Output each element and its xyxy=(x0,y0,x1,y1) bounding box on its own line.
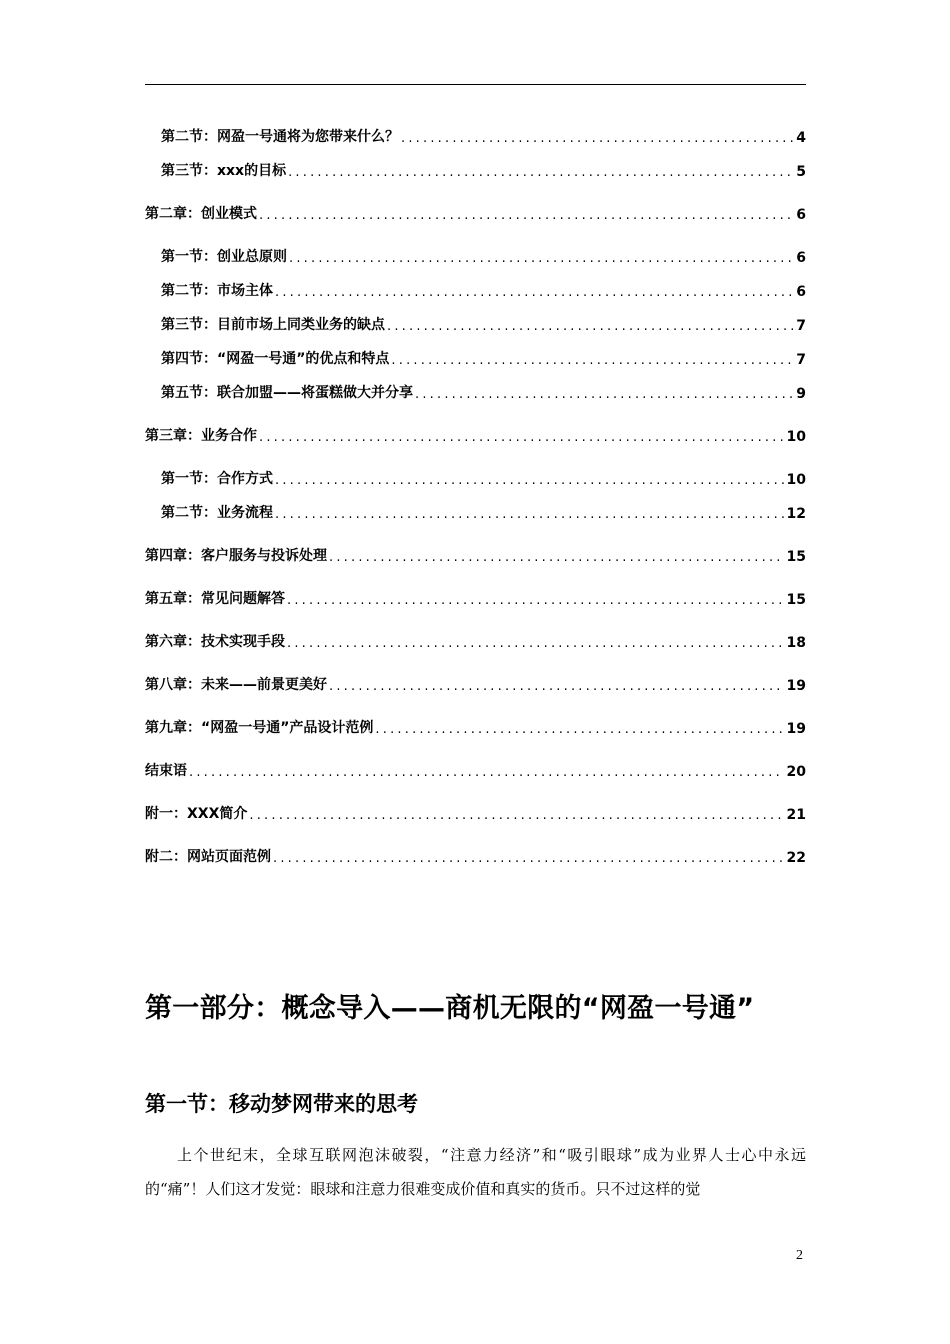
toc-entry-page: 7 xyxy=(796,352,806,368)
toc-entry-title: 第二章：创业模式 xyxy=(145,206,257,222)
toc-entry-page: 15 xyxy=(786,592,806,608)
toc-entry-title: 结束语 xyxy=(145,763,187,779)
toc-entry[interactable] xyxy=(161,380,806,402)
part-title: 第一部分：概念导入——商机无限的“网盈一号通” xyxy=(145,993,755,1024)
header-rule xyxy=(145,84,806,85)
toc-entry-page: 22 xyxy=(786,850,806,866)
toc-leader-dots xyxy=(329,550,784,565)
toc-entry-page: 6 xyxy=(796,284,806,300)
toc-entry-title: 附一：XXX简介 xyxy=(145,806,248,822)
toc-leader-dots xyxy=(189,765,784,780)
toc-entry-title: 第四节：“网盈一号通”的优点和特点 xyxy=(161,351,390,367)
toc-entry-title: 第三节：目前市场上同类业务的缺点 xyxy=(161,317,385,333)
toc-leader-dots xyxy=(288,165,793,180)
toc-entry-title: 第五章：常见问题解答 xyxy=(145,591,285,607)
toc-leader-dots xyxy=(287,636,784,651)
toc-entry-page: 9 xyxy=(796,386,806,402)
toc-entry[interactable] xyxy=(161,312,806,334)
toc-entry[interactable] xyxy=(145,423,806,445)
toc-entry-title: 第九章：“网盈一号通”产品设计范例 xyxy=(145,720,374,736)
toc-entry-title: 第三章：业务合作 xyxy=(145,428,257,444)
toc-entry-title: 第五节：联合加盟——将蛋糕做大并分享 xyxy=(161,385,413,401)
toc-entry-page: 18 xyxy=(786,635,806,651)
toc-leader-dots xyxy=(273,851,784,866)
toc-entry-page: 12 xyxy=(786,506,806,522)
toc-entry-title: 第八章：未来——前景更美好 xyxy=(145,677,327,693)
toc-entry-page: 5 xyxy=(796,164,806,180)
toc-leader-dots xyxy=(387,319,793,334)
body-paragraph: 上个世纪末，全球互联网泡沫破裂，“注意力经济”和“吸引眼球”成为业界人士心中永远的“痛”！人们这才发觉：眼球和注意力很难变成价值和真实的货币。只不过这样的觉 xyxy=(145,1146,806,1198)
toc-entry-title: 第四章：客户服务与投诉处理 xyxy=(145,548,327,564)
toc-entry[interactable] xyxy=(145,801,806,823)
toc-entry[interactable] xyxy=(161,124,806,146)
toc-entry-page: 10 xyxy=(786,472,806,488)
toc-entry-page: 7 xyxy=(796,318,806,334)
toc-leader-dots xyxy=(275,285,793,300)
toc-entry[interactable] xyxy=(145,543,806,565)
toc-entry[interactable] xyxy=(145,672,806,694)
toc-leader-dots xyxy=(275,473,784,488)
toc-entry[interactable] xyxy=(161,346,806,368)
toc-entry-title: 第三节：xxx的目标 xyxy=(161,163,287,179)
toc-entry[interactable] xyxy=(161,466,806,488)
toc-entry[interactable] xyxy=(145,844,806,866)
toc-leader-dots xyxy=(249,808,783,823)
toc-entry-page: 19 xyxy=(786,678,806,694)
toc-entry[interactable] xyxy=(145,586,806,608)
toc-entry[interactable] xyxy=(161,158,806,180)
toc-entry-title: 第二节：市场主体 xyxy=(161,283,273,299)
toc-entry[interactable] xyxy=(145,715,806,737)
toc-entry-page: 4 xyxy=(796,130,806,146)
section-title: 第一节：移动梦网带来的思考 xyxy=(145,1092,418,1116)
toc-entry-title: 第二节：业务流程 xyxy=(161,505,273,521)
toc-entry-title: 第一节：合作方式 xyxy=(161,471,273,487)
toc-entry[interactable] xyxy=(161,278,806,300)
page-number: 2 xyxy=(796,1248,803,1263)
toc-leader-dots xyxy=(259,430,784,445)
toc-entry-page: 6 xyxy=(796,250,806,266)
toc-entry-title: 第一节：创业总原则 xyxy=(161,249,287,265)
toc-leader-dots xyxy=(287,593,784,608)
toc-entry[interactable] xyxy=(145,201,806,223)
toc-entry-title: 第二节：网盈一号通将为您带来什么？ xyxy=(161,129,399,145)
toc-entry-title: 第六章：技术实现手段 xyxy=(145,634,285,650)
toc-entry-page: 21 xyxy=(786,807,806,823)
toc-entry[interactable] xyxy=(161,244,806,266)
toc-entry-title: 附二：网站页面范例 xyxy=(145,849,271,865)
toc-leader-dots xyxy=(275,507,784,522)
toc-leader-dots xyxy=(401,131,793,146)
toc-entry[interactable] xyxy=(145,758,806,780)
toc-leader-dots xyxy=(259,208,793,223)
toc-leader-dots xyxy=(289,251,793,266)
toc-leader-dots xyxy=(415,387,793,402)
toc-leader-dots xyxy=(391,353,793,368)
toc-entry-page: 6 xyxy=(796,207,806,223)
toc-entry-page: 15 xyxy=(786,549,806,565)
toc-entry-page: 10 xyxy=(786,429,806,445)
toc-leader-dots xyxy=(375,722,783,737)
toc-leader-dots xyxy=(329,679,784,694)
toc-entry[interactable] xyxy=(145,629,806,651)
toc-entry[interactable] xyxy=(161,500,806,522)
toc-entry-page: 20 xyxy=(786,764,806,780)
toc-entry-page: 19 xyxy=(786,721,806,737)
